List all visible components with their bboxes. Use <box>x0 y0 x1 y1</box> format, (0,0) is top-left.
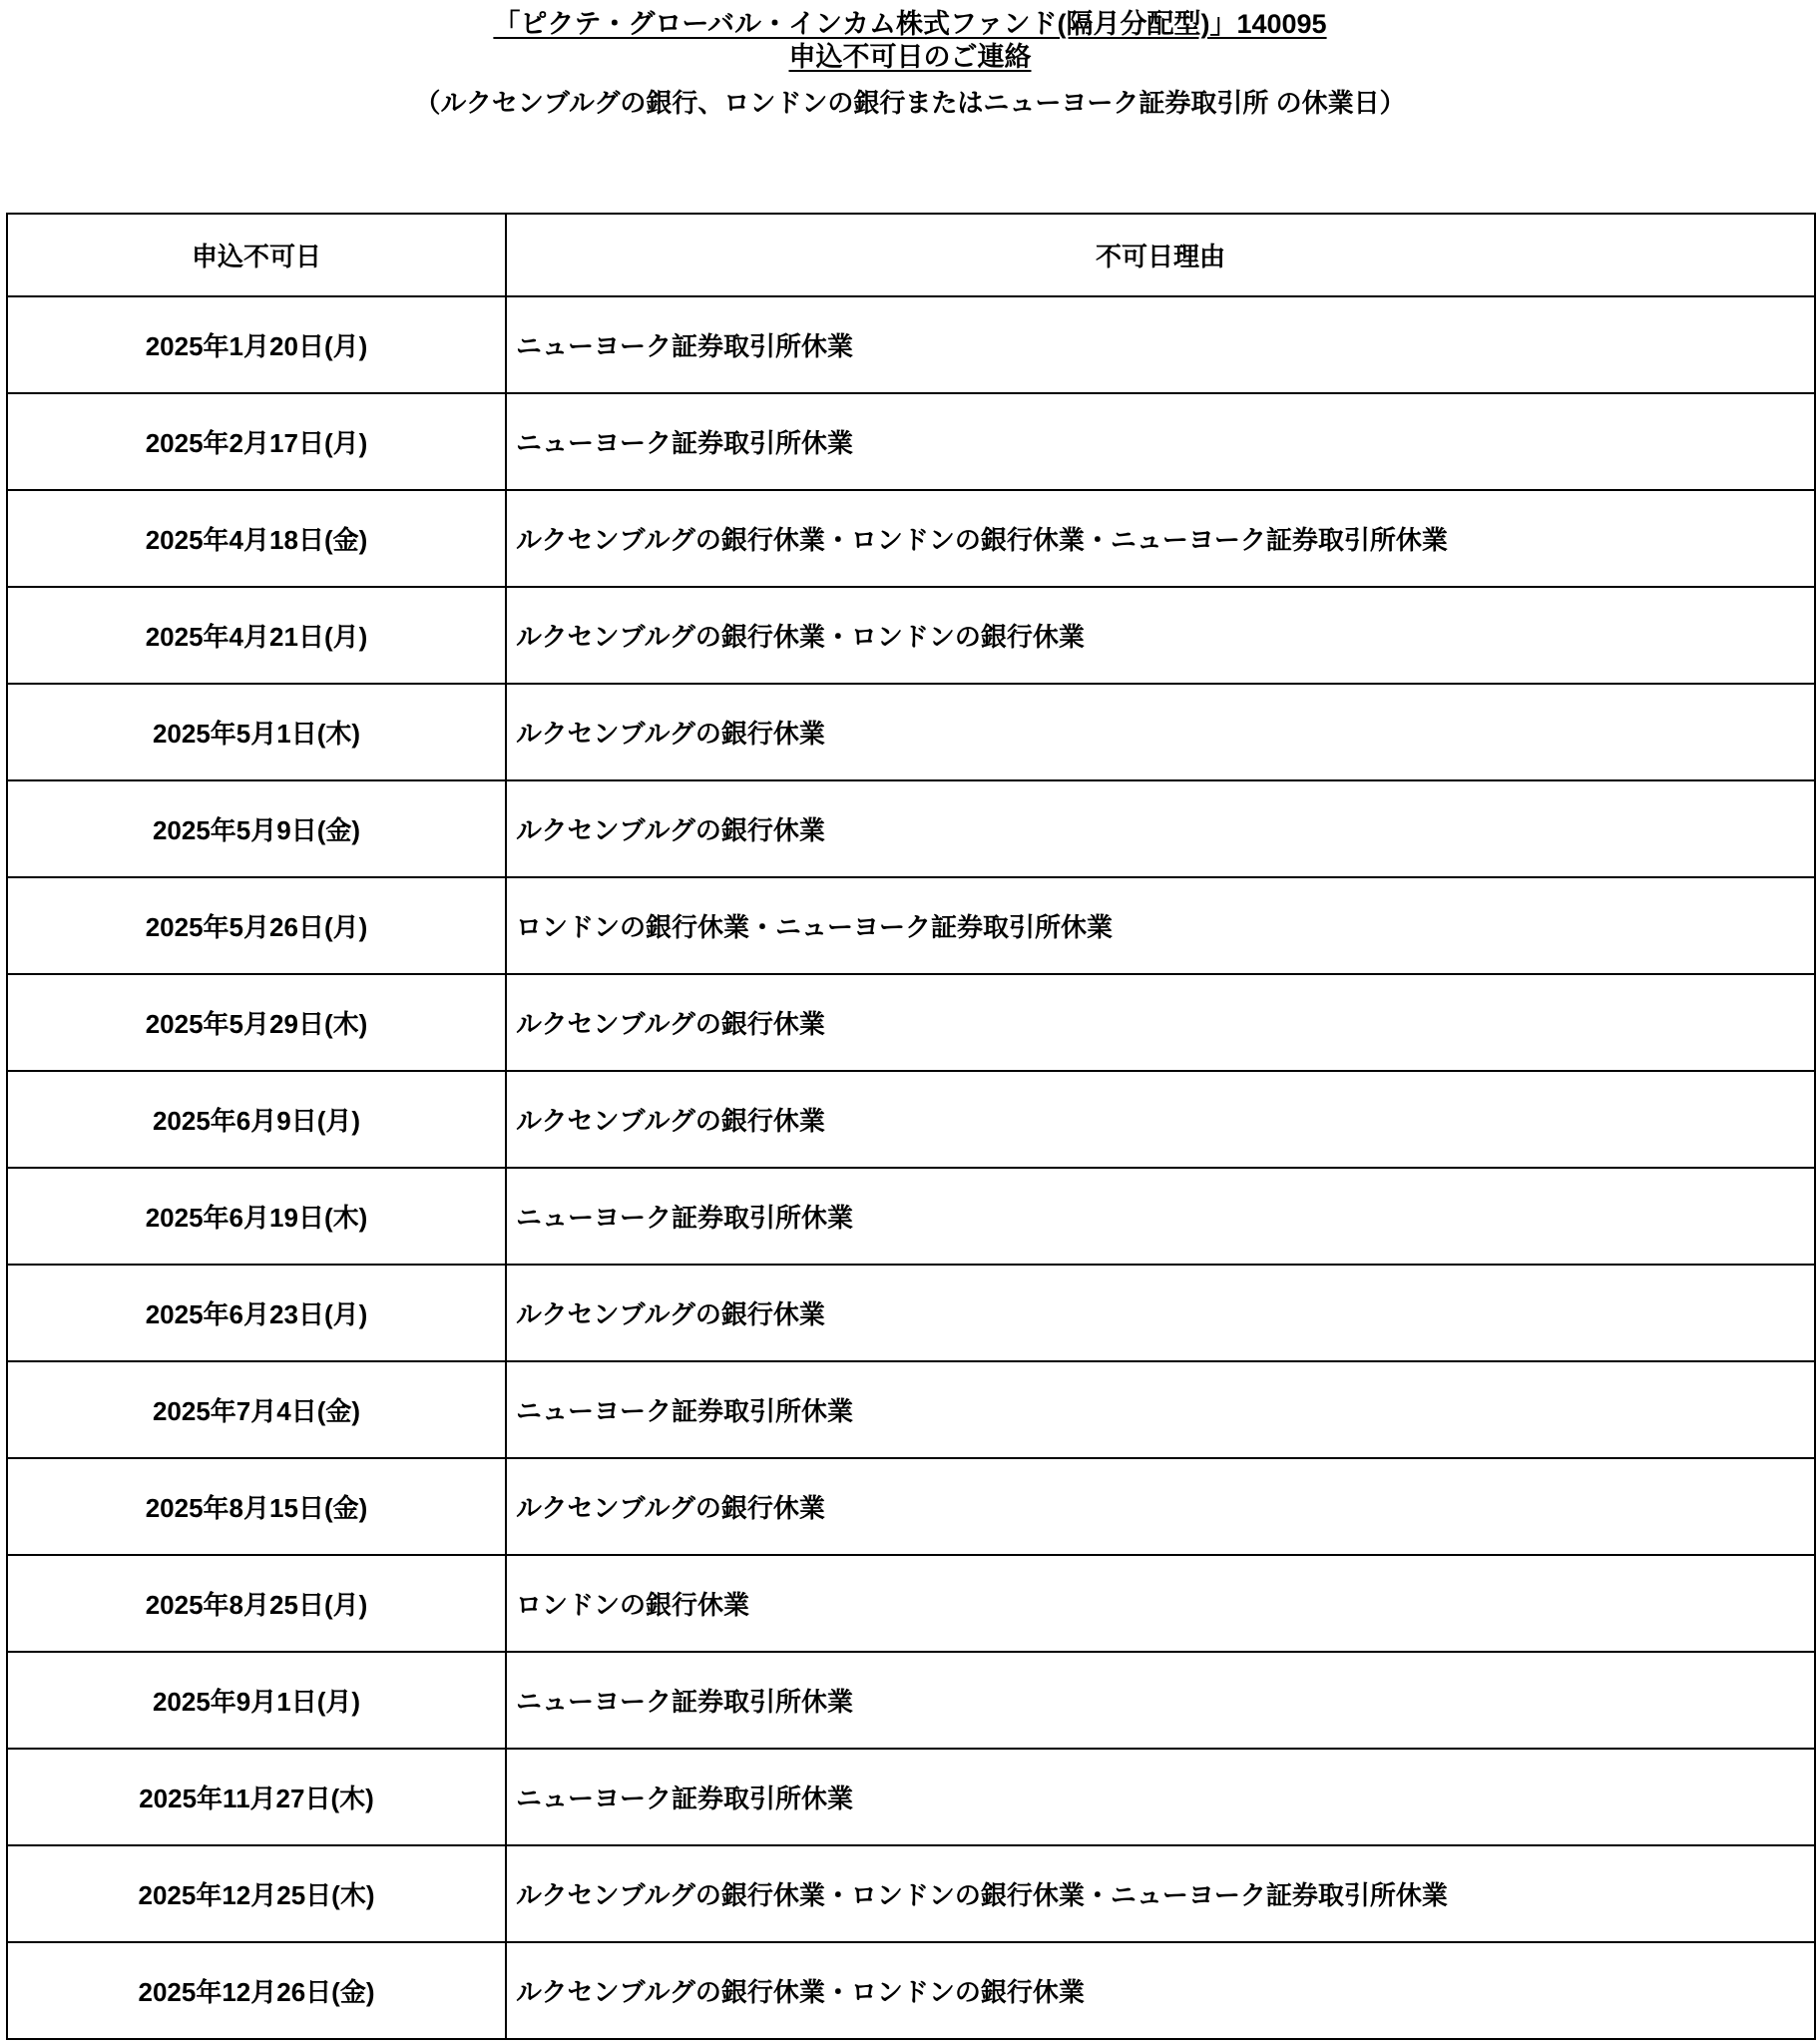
table-row <box>7 1265 1815 1361</box>
date-cell: 2025年8月25日(月) <box>7 1555 506 1652</box>
reason-cell: ルクセンブルグの銀行休業 <box>506 1458 1815 1555</box>
table-row <box>7 684 1815 780</box>
date-cell: 2025年2月17日(月) <box>7 393 506 490</box>
table-row <box>7 974 1815 1071</box>
date-cell: 2025年12月26日(金) <box>7 1942 506 2039</box>
table-row <box>7 1942 1815 2039</box>
reason-cell: ニューヨーク証券取引所休業 <box>506 1168 1815 1265</box>
table-row <box>7 780 1815 877</box>
reason-cell: ロンドンの銀行休業・ニューヨーク証券取引所休業 <box>506 877 1815 974</box>
reason-cell: ニューヨーク証券取引所休業 <box>506 393 1815 490</box>
date-cell: 2025年9月1日(月) <box>7 1652 506 1749</box>
date-cell: 2025年1月20日(月) <box>7 296 506 393</box>
column-header-reason: 不可日理由 <box>506 214 1815 296</box>
date-cell: 2025年5月1日(木) <box>7 684 506 780</box>
reason-cell: ルクセンブルグの銀行休業 <box>506 684 1815 780</box>
date-cell: 2025年4月21日(月) <box>7 587 506 684</box>
document-title-line-2: 申込不可日のご連絡 <box>788 42 1032 72</box>
table-row <box>7 1071 1815 1168</box>
holiday-table <box>6 213 1816 2040</box>
table-row <box>7 1168 1815 1265</box>
date-cell: 2025年6月9日(月) <box>7 1071 506 1168</box>
table-row <box>7 393 1815 490</box>
holiday-table-body <box>7 296 1815 2039</box>
reason-cell: ルクセンブルグの銀行休業・ロンドンの銀行休業・ニューヨーク証券取引所休業 <box>506 1845 1815 1942</box>
document-header <box>0 0 1820 118</box>
date-cell: 2025年6月19日(木) <box>7 1168 506 1265</box>
table-row <box>7 1652 1815 1749</box>
date-cell: 2025年8月15日(金) <box>7 1458 506 1555</box>
reason-cell: ニューヨーク証券取引所休業 <box>506 1749 1815 1845</box>
reason-cell: ルクセンブルグの銀行休業 <box>506 780 1815 877</box>
reason-cell: ニューヨーク証券取引所休業 <box>506 1652 1815 1749</box>
reason-cell: ルクセンブルグの銀行休業・ロンドンの銀行休業 <box>506 1942 1815 2039</box>
date-cell: 2025年5月9日(金) <box>7 780 506 877</box>
reason-cell: ニューヨーク証券取引所休業 <box>506 1361 1815 1458</box>
date-cell: 2025年5月29日(木) <box>7 974 506 1071</box>
reason-cell: ルクセンブルグの銀行休業 <box>506 1265 1815 1361</box>
table-row <box>7 587 1815 684</box>
document-title-line-1: 「ピクテ・グローバル・インカム株式ファンド(隔月分配型)」140095 <box>493 9 1327 39</box>
table-row <box>7 877 1815 974</box>
date-cell: 2025年11月27日(木) <box>7 1749 506 1845</box>
table-row <box>7 1458 1815 1555</box>
reason-cell: ルクセンブルグの銀行休業 <box>506 974 1815 1071</box>
date-cell: 2025年5月26日(月) <box>7 877 506 974</box>
reason-cell: ルクセンブルグの銀行休業 <box>506 1071 1815 1168</box>
table-row <box>7 1845 1815 1942</box>
table-row <box>7 1749 1815 1845</box>
table-header-row <box>7 214 1815 296</box>
date-cell: 2025年6月23日(月) <box>7 1265 506 1361</box>
column-header-date: 申込不可日 <box>7 214 506 296</box>
reason-cell: ルクセンブルグの銀行休業・ロンドンの銀行休業 <box>506 587 1815 684</box>
table-row <box>7 296 1815 393</box>
date-cell: 2025年12月25日(木) <box>7 1845 506 1942</box>
reason-cell: ニューヨーク証券取引所休業 <box>506 296 1815 393</box>
table-row <box>7 1361 1815 1458</box>
date-cell: 2025年7月4日(金) <box>7 1361 506 1458</box>
table-row <box>7 1555 1815 1652</box>
reason-cell: ロンドンの銀行休業 <box>506 1555 1815 1652</box>
table-row <box>7 490 1815 587</box>
document-subtitle: （ルクセンブルグの銀行、ロンドンの銀行またはニューヨーク証券取引所 の休業日） <box>414 88 1406 118</box>
date-cell: 2025年4月18日(金) <box>7 490 506 587</box>
reason-cell: ルクセンブルグの銀行休業・ロンドンの銀行休業・ニューヨーク証券取引所休業 <box>506 490 1815 587</box>
